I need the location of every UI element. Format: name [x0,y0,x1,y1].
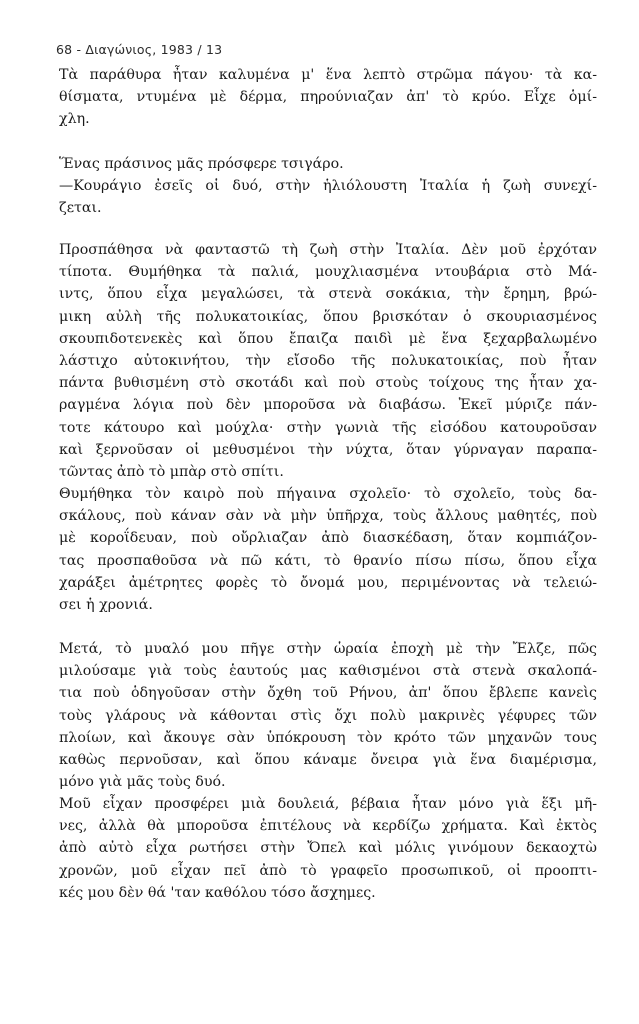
text-line: ιντς, ὅπου εἶχα μεγαλώσει, τὰ στενὰ σοκάκια, τὴν ἔρημη, βρώ- [59,286,597,303]
text-line: καθὼς περνοῦσαν, καὶ ὅπου κάναμε ὄνειρα γιὰ ἕνα διαμέρισμα, [59,752,597,769]
text-line: Θυμήθηκα τὸν καιρὸ ποὺ πήγαινα σχολεῖο· τὸ σχολεῖο, τοὺς δα- [59,486,597,502]
text-line: χλη. [59,111,90,128]
text-line: ραγμένα λόγια ποὺ δὲν μποροῦσα νὰ διαβάσω. Ἐκεῖ μύριζε πάν- [59,397,597,414]
text-line: ζεται. [59,200,102,217]
text-line: μὲ κοροΐδευαν, ποὺ οὔρλιαζαν ἀπὸ διασκέδαση, ὅταν κομπιάζον- [59,530,597,547]
text-line: Μοῦ εἶχαν προσφέρει μιὰ δουλειά, βέβαια ἦταν μόνο γιὰ ἕξι μῆ- [59,796,597,812]
paragraph-4 [59,483,597,616]
text-line: κές μου δὲν θά 'ταν καθόλου τόσο ἄσχημες. [59,884,376,901]
text-line: μόνο γιὰ μᾶς τοὺς δυό. [59,774,226,791]
paragraph-2 [59,153,597,220]
paragraph-5 [59,638,597,793]
text-line: σκουπιδοτενεκὲς καὶ ὅπου ἔπαιζα παιδὶ μὲ ἕνα ξεχαρβαλωμένο [59,330,597,347]
text-line: λάστιχο αὐτοκινήτου, τὴν εἴσοδο τῆς πολυκατοικίας, ποὺ ἦταν [59,353,597,370]
running-head: 68 - Διαγώνιος, 1983 / 13 [56,42,223,57]
text-line: πάντα βυθισμένη στὸ σκοτάδι καὶ ποὺ στοὺς τοίχους της ἦταν χα- [59,375,597,392]
text-line: σει ἡ χρονιά. [59,597,153,614]
text-line: πλοίων, καὶ ἄκουγε σὰν ὑπόκρουση τὸν κρότο τῶν μηχανῶν τους [59,729,597,746]
paragraph-6 [59,793,597,904]
text-line: χαράξει ἀμέτρητες φορὲς τὸ ὄνομά μου, περιμένοντας νὰ τελειώ- [59,574,597,591]
text-line: νες, ἀλλὰ θὰ μποροῦσα ἐπιτέλους νὰ κερδίζω χρήματα. Καὶ ἐκτὸς [59,818,597,835]
paragraph-1 [59,64,597,131]
text-line: μιλούσαμε γιὰ τοὺς ἑαυτούς μας καθισμένοι στὰ στενὰ σκαλοπά- [59,663,597,680]
text-line: τια ποὺ ὁδηγοῦσαν στὴν ὄχθη τοῦ Ρήνου, ἀπ' ὅπου ἔβλεπε κανεὶς [59,685,597,702]
text-line: τοὺς γλάρους νὰ κάθονται στὶς ὄχι πολὺ μακρινὲς γέφυρες τῶν [59,707,597,724]
text-line: μικη αὐλὴ τῆς πολυκατοικίας, ὅπου βρισκόταν ὁ σκουριασμένος [59,308,597,325]
text-line: τοτε κάτουρο καὶ μούχλα· στὴν γωνιὰ τῆς εἰσόδου κατουροῦσαν [59,419,597,436]
text-line: τίποτα. Θυμήθηκα τὰ παλιά, μουχλιασμένα ντουβάρια στὸ Μά- [59,264,597,281]
text-line: Μετά, τὸ μυαλό μου πῆγε στὴν ὡραία ἐποχὴ μὲ τὴν Ἔλζε, πῶς [59,641,597,657]
text-line: Ἕνας πράσινος μᾶς πρόσφερε τσιγάρο. [59,156,344,172]
text-line: τῶντας ἀπὸ τὸ μπὰρ στὸ σπίτι. [59,464,284,481]
text-line: τας προσπαθοῦσα νὰ πῶ κάτι, τὸ θρανίο πίσω πίσω, ὅπου εἶχα [59,552,597,569]
paragraph-3 [59,239,597,483]
text-line: Προσπάθησα νὰ φανταστῶ τὴ ζωὴ στὴν Ἰταλία. Δὲν μοῦ ἐρχόταν [59,242,597,258]
text-line: καὶ ξερνοῦσαν οἱ μεθυσμένοι τὴν νύχτα, ὅταν γύρναγαν παραπα- [59,441,597,458]
text-line: χρονῶν, μοῦ εἶχαν πεῖ ἀπὸ τὸ γραφεῖο προσωπικοῦ, οἱ προοπτι- [59,862,597,879]
text-line: ἀπὸ αὐτὸ εἶχα ρωτήσει στὴν Ὄπελ καὶ μόλις γινόμουν δεκαοχτὼ [59,840,597,857]
text-line: —Κουράγιο ἐσεῖς οἱ δυό, στὴν ἡλιόλουστη Ἰταλία ἡ ζωὴ συνεχί- [59,178,597,195]
text-line: Τὰ παράθυρα ἦταν καλυμένα μ' ἕνα λεπτὸ στρῶμα πάγου· τὰ κα- [59,67,597,83]
text-line: θίσματα, ντυμένα μὲ δέρμα, πηρούνιαζαν ἀπ' τὸ κρύο. Εἶχε ὁμί- [59,89,597,106]
text-line: σκάλους, ποὺ κάναν σὰν νὰ μὴν ὑπῆρχα, τοὺς ἄλλους μαθητές, ποὺ [59,508,597,525]
